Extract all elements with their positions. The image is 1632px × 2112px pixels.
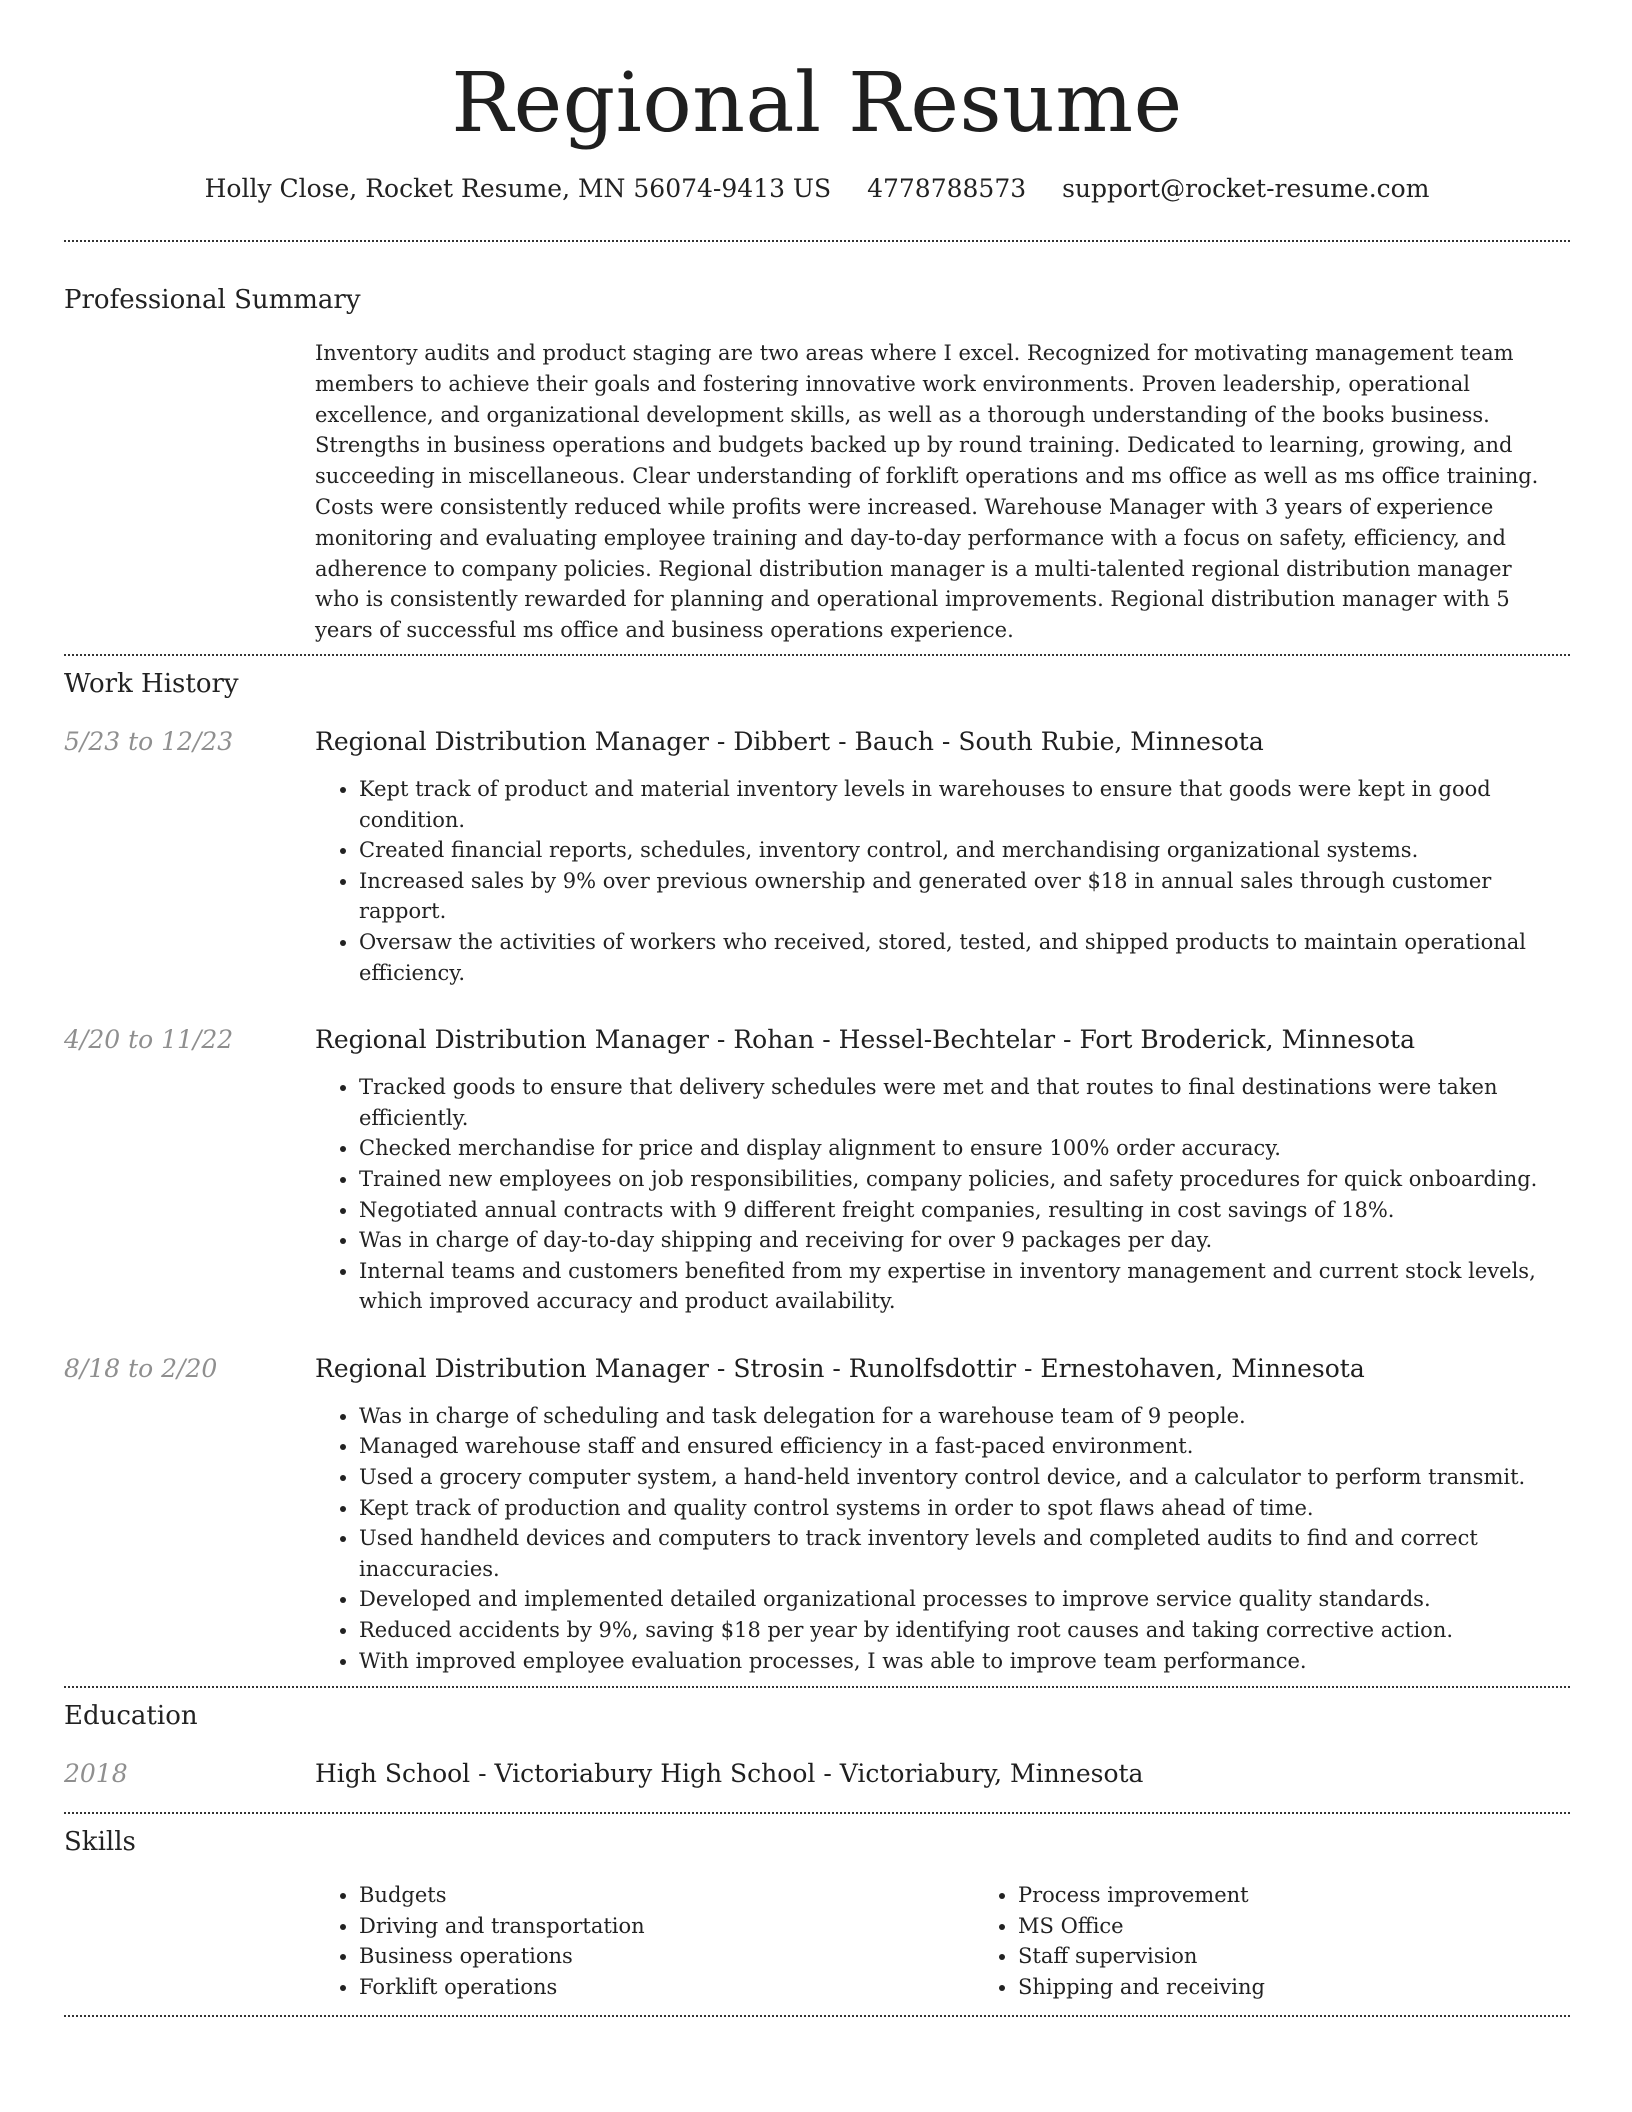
list-item: • Internal teams and customers benefited from my expertise in inventory management and current stock levels, which improved accuracy and product availability. — [359, 1256, 1570, 1317]
section-divider — [64, 2015, 1570, 2017]
list-item: • Kept track of product and material inventory levels in warehouses to ensure that goods were kept in good condition. — [359, 774, 1570, 835]
summary-text: Inventory audits and product staging are two areas where I excel. Recognized for motivating management team members to achieve their goals and fostering innovative work environments. Proven leadership, operational excellence, and organizational development skills, as well as a thorough understanding of the books business. Strengths in business operations and budgets backed up by round training. Dedicated to learning, growing, and succeeding in miscellaneous. Clear understanding of forklift operations and ms office as well as ms office training. Costs were consistently reduced while profits were increased. Warehouse Manager with 3 years of experience monitoring and evaluating employee training and day-to-day performance with a focus on safety, efficiency, and adherence to company policies. Regional distribution manager is a multi-talented regional distribution manager who is consistently rewarded for planning and operational improvements. Regional distribution manager with 5 years of successful ms office and business operations experience. — [315, 341, 1539, 643]
list-item: • Developed and implemented detailed organizational processes to improve service quality standards. — [359, 1584, 1570, 1615]
list-item: • Reduced accidents by 9%, saving $18 per year by identifying root causes and taking corrective action. — [359, 1615, 1570, 1646]
list-item: • Used a grocery computer system, a hand-held inventory control device, and a calculator to perform transmit. — [359, 1462, 1570, 1493]
list-item: • Was in charge of day-to-day shipping and receiving for over 9 packages per day. — [359, 1225, 1570, 1256]
education-section — [64, 1698, 1570, 1792]
skills-list-right — [974, 1880, 1632, 2002]
work-history-heading: Work History — [64, 668, 239, 699]
job-bullets — [315, 774, 1570, 988]
education-detail: High School - Victoriabury High School - Victoriabury, Minnesota — [315, 1759, 1144, 1789]
list-item: • Kept track of production and quality control systems in order to spot flaws ahead of time. — [359, 1493, 1570, 1524]
skill-item: • Forklift operations — [359, 1972, 974, 2003]
skills-heading: Skills — [64, 1827, 136, 1858]
section-divider — [64, 654, 1570, 656]
education-year: 2018 — [64, 1759, 128, 1789]
list-item: • Checked merchandise for price and display alignment to ensure 100% order accuracy. — [359, 1133, 1570, 1164]
job-bullets — [315, 1401, 1570, 1676]
job-title: Regional Distribution Manager - Rohan - Hessel-Bechtelar - Fort Broderick, Minnesota — [315, 1025, 1415, 1055]
list-item: • Negotiated annual contracts with 9 different freight companies, resulting in cost savings of 18%. — [359, 1195, 1570, 1226]
list-item: • Was in charge of scheduling and task delegation for a warehouse team of 9 people. — [359, 1401, 1570, 1432]
skill-item: • Shipping and receiving — [1018, 1972, 1632, 2003]
list-item: • Oversaw the activities of workers who received, stored, tested, and shipped products to maintain operational efficiency. — [359, 927, 1570, 988]
work-history-section — [64, 666, 1570, 1676]
list-item: • Increased sales by 9% over previous ownership and generated over $18 in annual sales through customer rapport. — [359, 866, 1570, 927]
skill-item: • Budgets — [359, 1880, 974, 1911]
education-heading: Education — [64, 1701, 198, 1732]
skill-item: • Driving and transportation — [359, 1911, 974, 1942]
job-title: Regional Distribution Manager - Strosin - Runolfsdottir - Ernestohaven, Minnesota — [315, 1353, 1365, 1383]
resume-page — [64, 0, 1570, 2017]
job-entry — [64, 724, 1570, 988]
list-item: • With improved employee evaluation processes, I was able to improve team performance. — [359, 1646, 1570, 1677]
skills-grid — [315, 1880, 1632, 2002]
job-entry — [64, 1022, 1570, 1317]
list-item: • Used handheld devices and computers to track inventory levels and completed audits to find and correct inaccuracies. — [359, 1523, 1570, 1584]
skill-item: • Business operations — [359, 1941, 974, 1972]
contact-email: support@rocket-resume.com — [1062, 174, 1430, 203]
summary-section — [64, 282, 1570, 646]
contact-phone: 4778788573 — [867, 174, 1027, 203]
list-item: • Tracked goods to ensure that delivery schedules were met and that routes to final destinations were taken efficiently. — [359, 1072, 1570, 1133]
section-divider — [64, 240, 1570, 242]
list-item: • Trained new employees on job responsibilities, company policies, and safety procedures for quick onboarding. — [359, 1164, 1570, 1195]
skill-item: • Process improvement — [1018, 1880, 1632, 1911]
education-entry — [64, 1756, 1570, 1792]
skill-item: • Staff supervision — [1018, 1941, 1632, 1972]
job-entry — [64, 1351, 1570, 1676]
job-dates: 4/20 to 11/22 — [64, 1025, 234, 1055]
summary-heading: Professional Summary — [64, 285, 361, 315]
section-divider — [64, 1812, 1570, 1814]
job-title: Regional Distribution Manager - Dibbert - Bauch - South Rubie, Minnesota — [315, 726, 1264, 756]
list-item: • Created financial reports, schedules, inventory control, and merchandising organizational systems. — [359, 835, 1570, 866]
job-dates: 8/18 to 2/20 — [64, 1353, 218, 1383]
skills-section — [64, 1824, 1570, 2002]
section-divider — [64, 1686, 1570, 1688]
list-item: • Managed warehouse staff and ensured efficiency in a fast-paced environment. — [359, 1431, 1570, 1462]
contact-line — [64, 172, 1570, 206]
job-bullets — [315, 1072, 1570, 1317]
skills-list-left — [315, 1880, 974, 2002]
job-dates: 5/23 to 12/23 — [64, 726, 234, 756]
contact-address: Holly Close, Rocket Resume, MN 56074-9413 US — [204, 174, 832, 203]
skill-item: • MS Office — [1018, 1911, 1632, 1942]
resume-title: Regional Resume — [451, 56, 1183, 151]
